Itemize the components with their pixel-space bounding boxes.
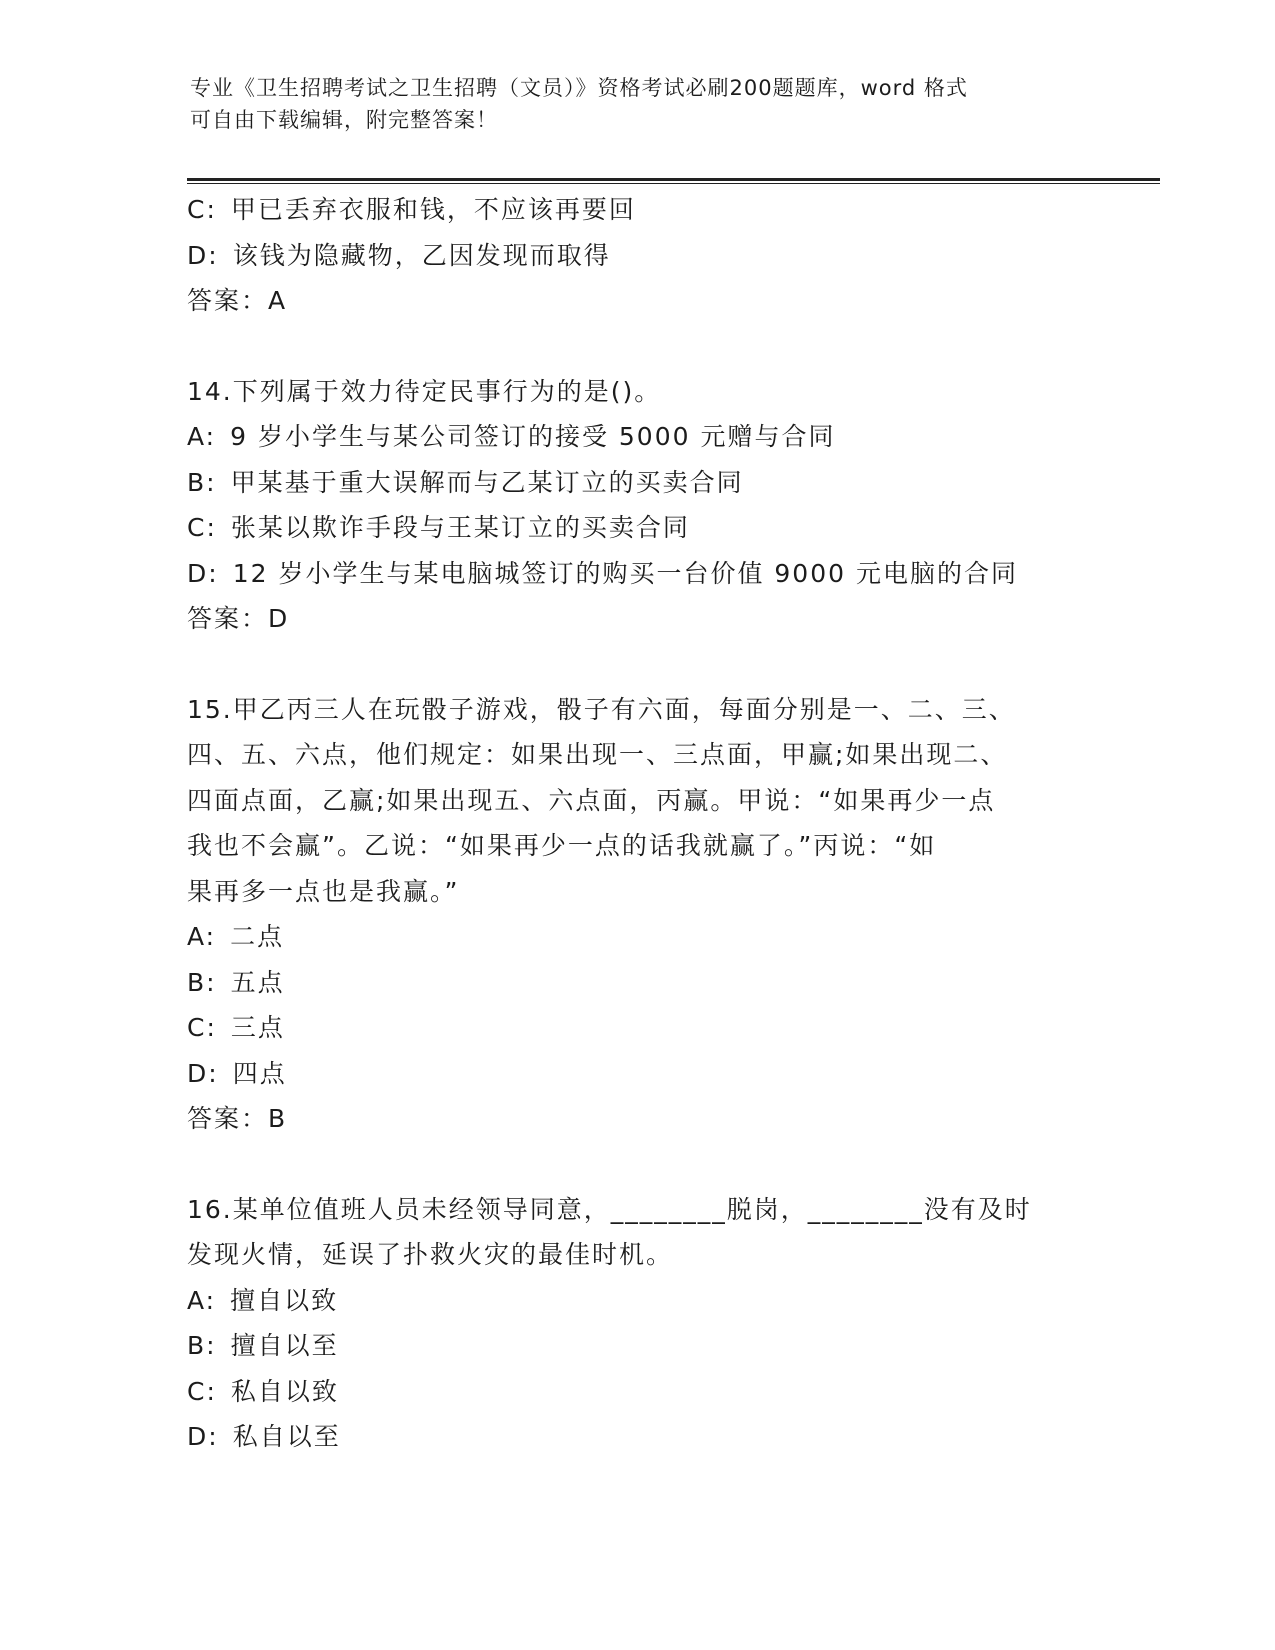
question-stem-line: 15.甲乙丙三人在玩骰子游戏，骰子有六面，每面分别是一、二、三、 <box>187 694 1016 724</box>
option-label: C: <box>187 513 217 542</box>
question-stem-line: 四面点面，乙赢;如果出现五、六点面，丙赢。甲说：“如果再少一点 <box>187 785 996 815</box>
option-label: A: <box>187 1285 217 1315</box>
question-stem-line: 我也不会赢”。乙说：“如果再少一点的话我就赢了。”丙说：“如 <box>187 831 937 860</box>
option-b <box>187 960 1087 1006</box>
option-text: 私自以致 <box>230 1376 339 1406</box>
option-text: 甲某基于重大误解而与乙某订立的买卖合同 <box>230 467 744 497</box>
question-stem-line: 四、五、六点，他们规定：如果出现一、三点面，甲赢;如果出现二、 <box>187 740 1008 769</box>
question-stem: 14.下列属于效力待定民事行为的是()。 <box>187 376 662 406</box>
option-label: D: <box>187 558 219 588</box>
question-13-tail <box>187 187 1087 324</box>
option-label: D: <box>187 1058 219 1088</box>
option-a <box>187 414 1087 460</box>
option-b <box>187 460 1087 506</box>
option-text: 擅自以致 <box>230 1285 339 1315</box>
spacer <box>187 324 1087 369</box>
question-stem-line: 果再多一点也是我赢。” <box>187 876 460 906</box>
option-text: 张某以欺诈手段与王某订立的买卖合同 <box>230 513 690 542</box>
option-label: C: <box>187 1376 217 1406</box>
spacer <box>187 1142 1087 1187</box>
option-text: 9 岁小学生与某公司签订的接受 5000 元赠与合同 <box>230 422 836 451</box>
header-title-line-1: 专业《卫生招聘考试之卫生招聘（文员）》资格考试必刷200题题库，word 格式 <box>190 76 968 100</box>
option-label: C: <box>187 195 217 224</box>
option-label: D: <box>187 240 219 270</box>
answer-line: 答案：B <box>187 1104 288 1133</box>
question-16 <box>187 1187 1087 1460</box>
answer-line: 答案：A <box>187 286 288 315</box>
option-label: B: <box>187 1331 217 1360</box>
option-label: B: <box>187 467 217 497</box>
answer-line: 答案：D <box>187 604 290 633</box>
option-c <box>187 505 1087 551</box>
question-15 <box>187 687 1087 1142</box>
spacer <box>187 642 1087 687</box>
question-list <box>187 187 1087 1460</box>
option-text: 四点 <box>232 1058 287 1088</box>
option-text: 五点 <box>230 967 285 997</box>
page-header <box>190 72 1070 136</box>
option-b <box>187 1323 1087 1369</box>
option-c <box>187 187 1087 233</box>
option-d <box>187 233 1087 279</box>
option-text: 该钱为隐藏物，乙因发现而取得 <box>232 240 611 270</box>
option-text: 二点 <box>230 922 285 951</box>
option-label: A: <box>187 422 217 451</box>
option-c <box>187 1369 1087 1415</box>
option-label: D: <box>187 1422 219 1451</box>
header-title-line-2: 可自由下载编辑，附完整答案！ <box>190 108 498 132</box>
header-divider-thick <box>187 178 1160 181</box>
option-text: 私自以至 <box>232 1422 341 1451</box>
option-d <box>187 1051 1087 1097</box>
option-label: A: <box>187 922 217 951</box>
option-text: 三点 <box>230 1013 285 1042</box>
question-stem-line: 发现火情，延误了扑救火灾的最佳时机。 <box>187 1240 674 1269</box>
option-d <box>187 1414 1087 1460</box>
option-a <box>187 1278 1087 1324</box>
option-d <box>187 551 1087 597</box>
option-text: 擅自以至 <box>230 1331 339 1360</box>
question-14 <box>187 369 1087 642</box>
header-divider-thin <box>187 183 1160 184</box>
option-text: 12 岁小学生与某电脑城签订的购买一台价值 9000 元电脑的合同 <box>232 558 1018 588</box>
option-label: C: <box>187 1013 217 1042</box>
option-c <box>187 1005 1087 1051</box>
option-text: 甲已丢弃衣服和钱，不应该再要回 <box>230 195 636 224</box>
option-a <box>187 914 1087 960</box>
option-label: B: <box>187 967 217 997</box>
question-stem-line: 16.某单位值班人员未经领导同意，________脱岗，________没有及时 <box>187 1194 1032 1224</box>
